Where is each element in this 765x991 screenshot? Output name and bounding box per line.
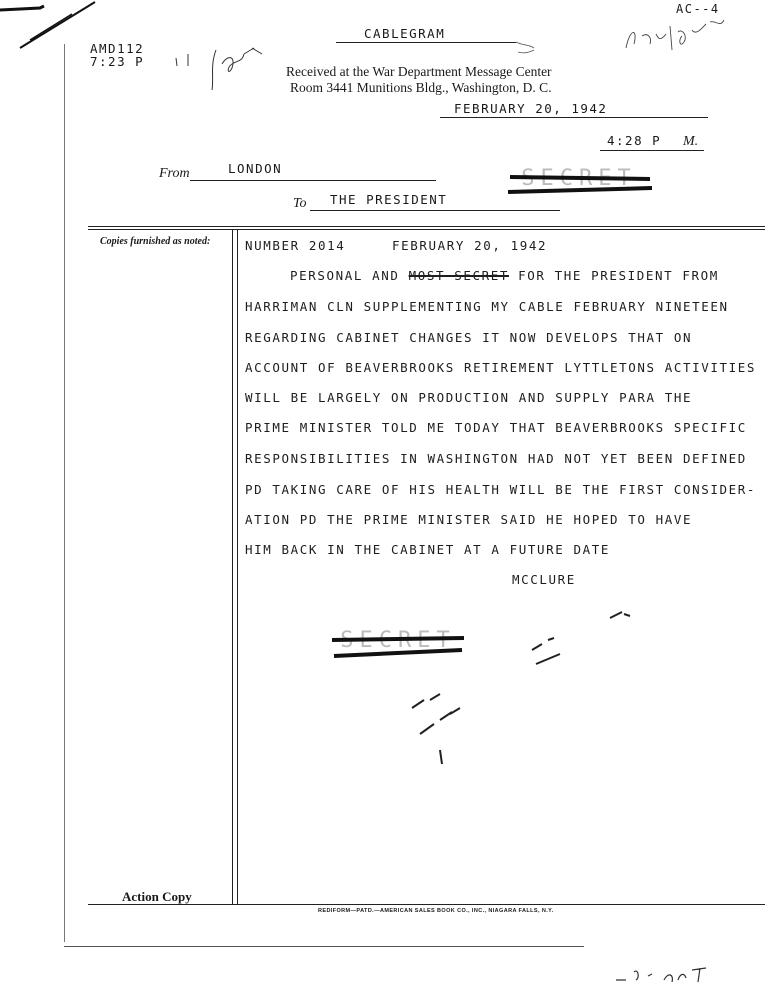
message-line-7: RESPONSIBILITIES IN WASHINGTON HAD NOT YET BEEN DEFINED: [245, 451, 747, 466]
to-underline: [310, 210, 560, 211]
handwritten-initials: [170, 44, 290, 94]
time-suffix: M.: [683, 134, 699, 149]
bottom-handwriting: [612, 962, 732, 990]
signature: MCCLURE: [512, 572, 576, 587]
from-label: From: [159, 166, 190, 181]
header-divider-bottom: [88, 229, 765, 230]
from-value: LONDON: [228, 161, 283, 176]
header-divider-top: [88, 226, 765, 227]
message-line-3: REGARDING CABINET CHANGES IT NOW DEVELOPS THAT ON: [245, 330, 693, 345]
declassification-stamp-marks: [400, 600, 640, 770]
message-number: [245, 238, 345, 253]
received-line-1: Received at the War Department Message Center: [286, 64, 552, 79]
message-line-9: ATION PD THE PRIME MINISTER SAID HE HOPED TO HAVE: [245, 512, 693, 527]
from-underline: [190, 180, 436, 181]
column-divider-left: [232, 230, 233, 904]
page-bottom-line: [64, 946, 584, 947]
line-1-pre: PERSONAL AND: [290, 268, 409, 283]
received-line-2: Room 3441 Munitions Bldg., Washington, D. C.: [290, 80, 552, 95]
to-value: THE PRESIDENT: [330, 192, 448, 207]
printer-line: REDIFORM—PATD.—AMERICAN SALES BOOK CO., INC., NIAGARA FALLS, N.Y.: [318, 908, 554, 914]
line-1-struck: MOST SECRET: [408, 268, 510, 283]
date-underline: [440, 117, 708, 118]
message-line-2: HARRIMAN CLN SUPPLEMENTING MY CABLE FEBRUARY NINETEEN: [245, 299, 729, 314]
title-underline: [336, 42, 516, 43]
message-line-6: PRIME MINISTER TOLD ME TODAY THAT BEAVERBROOKS SPECIFIC: [245, 420, 747, 435]
bottom-classification-stamp: SECRET: [330, 628, 466, 664]
classification-stamp: SECRET: [506, 166, 652, 200]
message-line-5: WILL BE LARGELY ON PRODUCTION AND SUPPLY PARA THE: [245, 390, 693, 405]
message-number-text: NUMBER 2014: [245, 238, 346, 253]
time-underline: [600, 150, 704, 151]
message-line-8: PD TAKING CARE OF HIS HEALTH WILL BE THE FIRST CONSIDER-: [245, 482, 757, 497]
message-line-1: [290, 268, 719, 283]
message-line-4: ACCOUNT OF BEAVERBROOKS RETIREMENT LYTTLETONS ACTIVITIES: [245, 360, 757, 375]
action-copy-label: Action Copy: [122, 889, 192, 904]
cable-time: 4:28 P: [607, 133, 662, 148]
copies-furnished-label: Copies furnished as noted:: [100, 236, 211, 247]
ref-time: 7:23 P: [90, 54, 145, 69]
doc-code: AC--4: [676, 2, 720, 16]
line-1-post: FOR THE PRESIDENT FROM: [509, 268, 719, 283]
ref-number: AMD112: [90, 41, 145, 56]
handwritten-note: [620, 14, 740, 64]
to-label: To: [293, 196, 307, 211]
column-divider-right: [237, 230, 238, 904]
document-title: CABLEGRAM: [364, 26, 446, 41]
left-margin-line: [64, 44, 65, 942]
margin-mark: [512, 38, 542, 58]
cable-date: FEBRUARY 20, 1942: [454, 101, 608, 116]
message-date: FEBRUARY 20, 1942: [392, 238, 548, 253]
message-line-10: HIM BACK IN THE CABINET AT A FUTURE DATE: [245, 542, 611, 557]
